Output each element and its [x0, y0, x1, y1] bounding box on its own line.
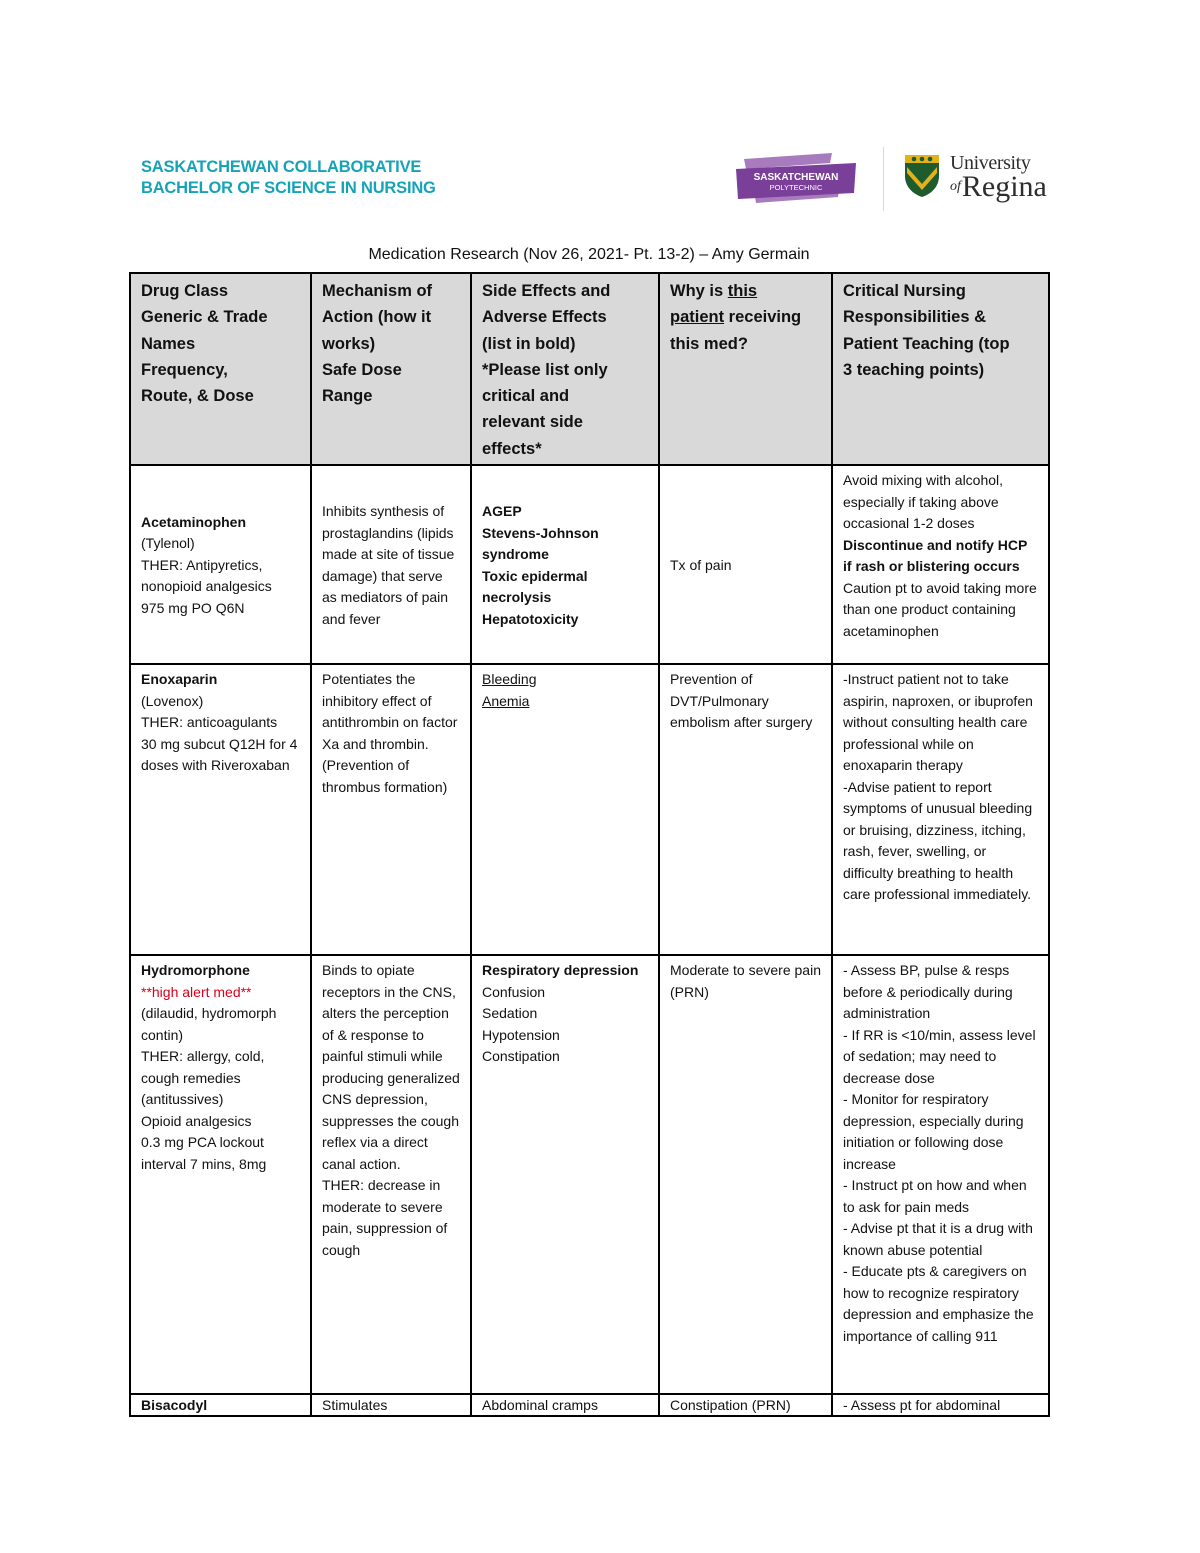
- header-mechanism: [311, 273, 471, 465]
- nursing-point: Discontinue and notify HCP if rash or blistering occurs: [843, 536, 1028, 575]
- header-text: Frequency,: [141, 360, 228, 379]
- mechanism-cell: [311, 1394, 471, 1416]
- table-row: [130, 1394, 1049, 1416]
- university-of-regina-wordmark: [950, 153, 1047, 202]
- nursing-point: - Instruct pt on how and when to ask for pain meds: [843, 1177, 1027, 1215]
- table-row: [130, 465, 1049, 664]
- side-effect: Hepatotoxicity: [482, 610, 579, 627]
- nursing-point: - If RR is <10/min, assess level of sedation; may need to decrease dose: [843, 1026, 1036, 1086]
- drug-detail: 975 mg PO Q6N: [141, 599, 245, 616]
- drug-name: Acetaminophen: [141, 513, 247, 530]
- uregina-regina-text: Regina: [961, 170, 1047, 203]
- mechanism-cell: [311, 465, 471, 664]
- header-text: patient: [670, 308, 725, 327]
- drug-cell: [130, 664, 311, 955]
- drug-detail: 0.3 mg PCA lockout interval 7 mins, 8mg: [141, 1134, 267, 1172]
- header-drug-class: [130, 273, 311, 465]
- high-alert-badge: **high alert med**: [141, 983, 252, 1000]
- header-text: effects*: [482, 439, 542, 458]
- program-name-line2: BACHELOR OF SCIENCE IN NURSING: [141, 179, 436, 197]
- header-text: Why is: [670, 282, 728, 300]
- drug-cell: [130, 955, 311, 1394]
- header-text: Responsibilities &: [843, 308, 987, 327]
- uregina-of-text: of: [950, 179, 961, 194]
- program-name-line1: SASKATCHEWAN COLLABORATIVE: [141, 158, 422, 176]
- header-side-effects: [471, 273, 659, 465]
- side-effect: Stevens-Johnson syndrome: [482, 524, 599, 563]
- side-effect: Confusion: [482, 983, 546, 1000]
- side-effect: Anemia: [482, 692, 530, 709]
- header-text: Range: [322, 387, 373, 406]
- table-row: [130, 664, 1049, 955]
- side-effect: Respiratory depression: [482, 962, 639, 979]
- reason-cell: [659, 664, 832, 955]
- side-effect: Constipation: [482, 1048, 560, 1065]
- header-text: Mechanism of: [322, 282, 433, 300]
- nursing-point: - Assess pt for abdominal: [843, 1397, 1001, 1414]
- logo-divider: [883, 147, 884, 211]
- drug-detail: 30 mg subcut Q12H for 4 doses with Riveroxaban: [141, 735, 298, 774]
- nursing-cell: [832, 955, 1049, 1394]
- drug-detail: (Tylenol): [141, 535, 195, 552]
- side-effect: Abdominal cramps: [482, 1397, 598, 1414]
- side-effect: Sedation: [482, 1005, 538, 1022]
- side-effects-cell: [471, 664, 659, 955]
- drug-detail: Opioid analgesics: [141, 1112, 252, 1129]
- nursing-point: Avoid mixing with alcohol, especially if taking above occasional 1-2 doses: [843, 472, 1004, 532]
- header-text: this med?: [670, 334, 748, 353]
- header-text: 3 teaching points): [843, 360, 985, 379]
- university-of-regina-crest-icon: [904, 154, 940, 198]
- header-reason: [659, 273, 832, 465]
- header-text: critical and: [482, 387, 570, 406]
- header-text: Generic & Trade: [141, 308, 268, 327]
- reason-text: Moderate to severe pain (PRN): [670, 962, 821, 1000]
- mechanism-text: Potentiates the inhibitory effect of antithrombin on factor Xa and thrombin.: [322, 671, 458, 752]
- mechanism-text: (Prevention of thrombus formation): [322, 757, 448, 795]
- drug-detail: (dilaudid, hydromorph contin): [141, 1005, 277, 1043]
- header-text: Route, & Dose: [141, 387, 254, 406]
- reason-text: Constipation (PRN): [670, 1397, 791, 1414]
- header-text: Adverse Effects: [482, 308, 607, 327]
- nursing-point: -Advise patient to report symptoms of unusual bleeding or bruising, dizziness, itching, rash, fever, swelling, or difficulty breathing to health care professional immediately.: [843, 778, 1033, 903]
- document-title: Medication Research (Nov 26, 2021- Pt. 13-2) – Amy Germain: [368, 246, 810, 263]
- header-text: *Please list only: [482, 360, 608, 379]
- nursing-point: - Assess BP, pulse & resps before & periodically during administration: [843, 962, 1013, 1022]
- drug-name: Enoxaparin: [141, 671, 218, 688]
- program-name: [141, 157, 436, 199]
- drug-cell: [130, 465, 311, 664]
- nursing-cell: [832, 465, 1049, 664]
- medication-table: [129, 272, 1050, 1417]
- table-row: [130, 955, 1049, 1394]
- header-nursing: [832, 273, 1049, 465]
- side-effect: Bleeding: [482, 671, 537, 688]
- reason-cell: [659, 1394, 832, 1416]
- side-effect: Toxic epidermal necrolysis: [482, 567, 588, 606]
- sask-poly-logo-line1: SASKATCHEWAN: [753, 172, 839, 183]
- mechanism-text: Binds to opiate receptors in the CNS, alters the perception of & response to painful stimuli while producing generalized CNS depression, suppresses the cough reflex via a direct canal action.: [322, 962, 460, 1172]
- header-text: this: [727, 282, 758, 300]
- reason-cell: [659, 955, 832, 1394]
- mechanism-cell: [311, 664, 471, 955]
- nursing-point: Caution pt to avoid taking more than one product containing acetaminophen: [843, 579, 1037, 639]
- drug-cell: [130, 1394, 311, 1416]
- reason-text: Tx of pain: [670, 556, 732, 573]
- drug-name: Hydromorphone: [141, 962, 250, 979]
- header-text: Safe Dose: [322, 360, 402, 379]
- mechanism-cell: [311, 955, 471, 1394]
- drug-detail: THER: anticoagulants: [141, 714, 278, 731]
- side-effect: AGEP: [482, 503, 522, 520]
- side-effects-cell: [471, 955, 659, 1394]
- header-text: (list in bold): [482, 334, 576, 353]
- mechanism-text: Inhibits synthesis of prostaglandins (lipids made at site of tissue damage) that serve as mediators of pain and fever: [322, 503, 455, 627]
- drug-detail: THER: Antipyretics, nonopioid analgesics: [141, 556, 272, 595]
- nursing-point: - Monitor for respiratory depression, especially during initiation or following dose increase: [843, 1091, 1024, 1172]
- saskatchewan-polytechnic-logo: [736, 149, 860, 209]
- institution-logos: [730, 143, 1070, 215]
- header-text: Action (how it: [322, 308, 432, 327]
- header-text: Side Effects and: [482, 282, 611, 300]
- table-header-row: [130, 273, 1049, 465]
- drug-detail: (Lovenox): [141, 692, 204, 709]
- side-effect: Hypotension: [482, 1026, 560, 1043]
- header-text: Critical Nursing: [843, 282, 966, 300]
- uregina-university-text: University: [950, 152, 1031, 174]
- header-text: Names: [141, 334, 196, 353]
- reason-cell: [659, 465, 832, 664]
- mechanism-text: Stimulates: [322, 1397, 388, 1414]
- sask-poly-logo-line2: POLYTECHNIC: [769, 183, 823, 192]
- header-text: relevant side: [482, 413, 583, 432]
- nursing-point: -Instruct patient not to take aspirin, naproxen, or ibuprofen without consulting health care professional while on enoxaparin therapy: [843, 671, 1033, 774]
- nursing-point: - Educate pts & caregivers on how to recognize respiratory depression and emphasize the importance of calling 911: [843, 1263, 1034, 1344]
- nursing-point: - Advise pt that it is a drug with known abuse potential: [843, 1220, 1033, 1258]
- reason-text: Prevention of DVT/Pulmonary embolism after surgery: [670, 671, 813, 731]
- drug-name: Bisacodyl: [141, 1397, 208, 1414]
- header-text: Drug Class: [141, 282, 229, 300]
- mechanism-text: THER: decrease in moderate to severe pain, suppression of cough: [322, 1177, 448, 1258]
- header-text: receiving: [724, 308, 802, 327]
- side-effects-cell: [471, 1394, 659, 1416]
- drug-detail: THER: allergy, cold, cough remedies (antitussives): [141, 1048, 265, 1108]
- header-text: works): [322, 334, 376, 353]
- header-text: Patient Teaching (top: [843, 334, 1010, 353]
- side-effects-cell: [471, 465, 659, 664]
- nursing-cell: [832, 664, 1049, 955]
- nursing-cell: [832, 1394, 1049, 1416]
